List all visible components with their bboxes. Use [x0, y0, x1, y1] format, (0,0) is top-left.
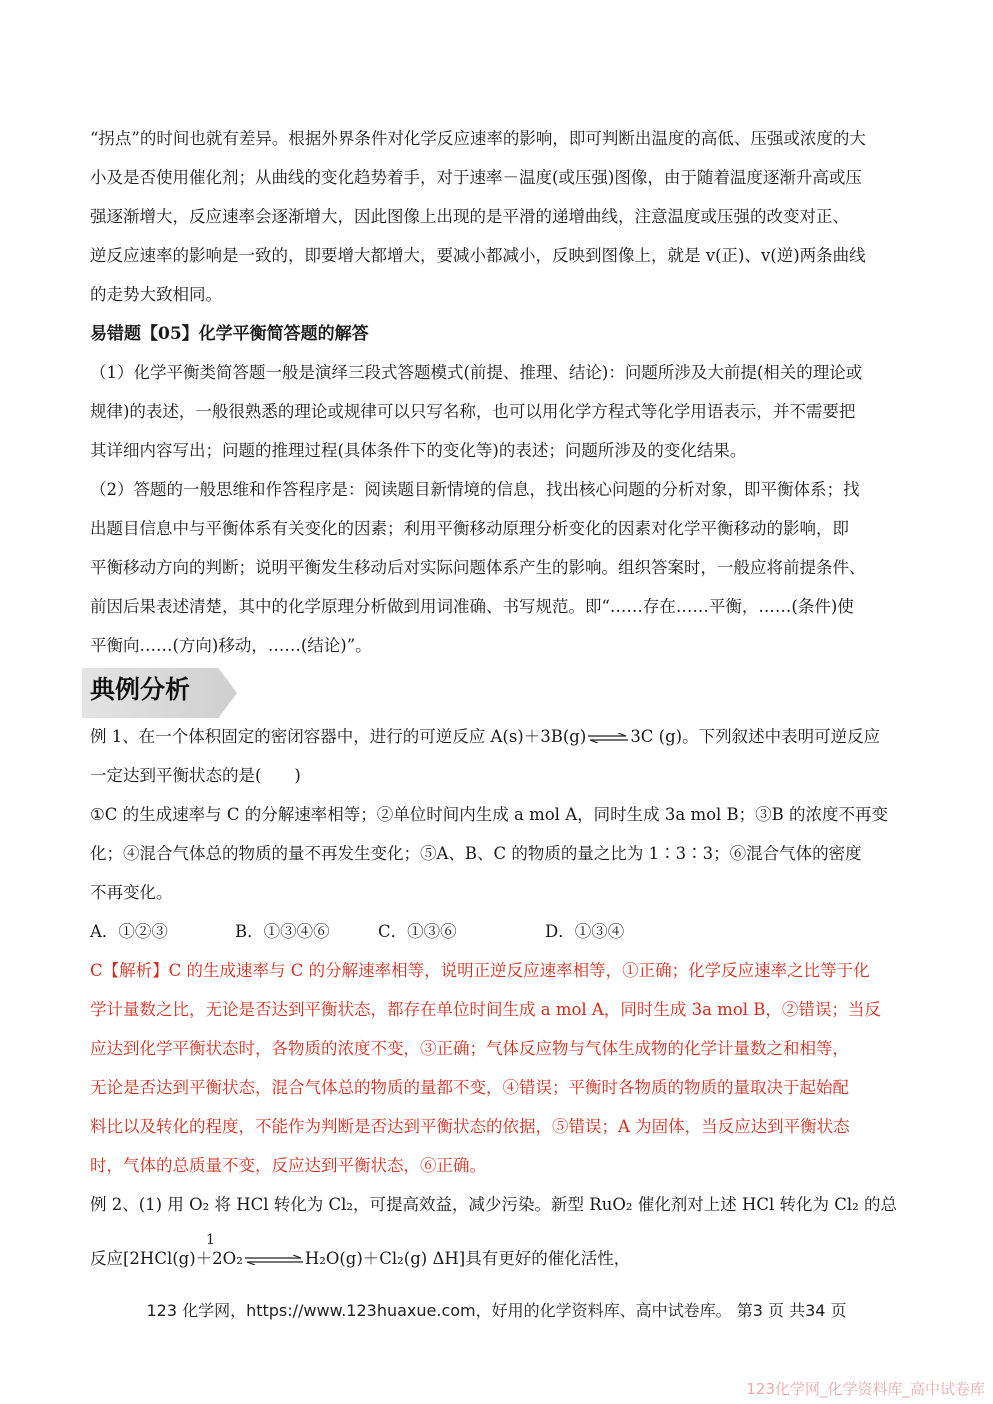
text-line: ①C 的生成速率与 C 的分解速率相等；②单位时间内生成 a mol A，同时生成 3a mol B；③B 的浓度不再变 — [90, 805, 889, 824]
option-a: A．①②③ — [90, 922, 168, 941]
text-line: 其详细内容写出；问题的推理过程(具体条件下的变化等)的表述；问题所涉及的变化结果。 — [90, 441, 747, 460]
example-2-text-c: H₂O(g)＋Cl₂(g) ΔH]具有更好的催化活性， — [304, 1249, 631, 1268]
text-line: 料比以及转化的程度，不能作为判断是否达到平衡状态的依据，⑤错误；A 为固体，当反应达到平衡状态 — [90, 1117, 850, 1136]
text-line: （2）答题的一般思维和作答程序是：阅读题目新情境的信息，找出核心问题的分析对象，即平衡体系；找 — [90, 480, 860, 499]
example-2-text-a: 反应[2HCl(g)＋ — [90, 1249, 213, 1268]
text-line: 出题目信息中与平衡体系有关变化的因素；利用平衡移动原理分析变化的因素对化学平衡移动的影响，即 — [90, 519, 849, 538]
text-line: 强逐渐增大，反应速率会逐渐增大，因此图像上出现的是平滑的递增曲线，注意温度或压强的改变对正、 — [90, 207, 849, 226]
example-1-line — [90, 725, 910, 749]
text-line: “拐点”的时间也就有差异。根据外界条件对化学反应速率的影响，即可判断出温度的高低、压强或浓度的大 — [90, 129, 866, 148]
text-line: 平衡移动方向的判断；说明平衡发生移动后对实际问题体系产生的影响。组织答案时，一般应将前提条件、 — [90, 558, 866, 577]
option-d: D．①③④ — [545, 922, 625, 941]
text-line: C【解析】C 的生成速率与 C 的分解速率相等，说明正逆反应速率相等，①正确；化学反应速率之比等于化 — [90, 961, 870, 980]
reversible-arrow-icon — [588, 733, 628, 743]
fraction-numerator: 1 — [206, 1232, 215, 1248]
text-line: 一定达到平衡状态的是( ) — [90, 766, 301, 785]
page-footer: 123 化学网，https://www.123huaxue.com，好用的化学资料库、高中试卷库。 第3 页 共34 页 — [146, 1301, 847, 1320]
text-line: 例 2、(1) 用 O₂ 将 HCl 转化为 Cl₂，可提高效益，减少污染。新型 RuO₂ 催化剂对上述 HCl 转化为 Cl₂ 的总 — [90, 1195, 898, 1214]
example-2-reaction-line — [90, 1247, 910, 1271]
option-b: B．①③④⑥ — [235, 922, 330, 941]
text-line: 不再变化。 — [90, 883, 173, 902]
section-title: 易错题【05】化学平衡简答题的解答 — [90, 324, 369, 344]
reversible-arrow-icon — [245, 1255, 303, 1265]
text-line: 规律)的表述，一般很熟悉的理论或规律可以只写名称，也可以用化学方程式等化学用语表示，并不需要把 — [90, 402, 856, 421]
text-line: 前因后果表述清楚，其中的化学原理分析做到用词准确、书写规范。即“……存在……平衡，……(条件)使 — [90, 597, 854, 616]
option-c: C．①③⑥ — [378, 922, 457, 941]
text-line: 逆反应速率的影响是一致的，即要增大都增大，要减小都减小，反映到图像上，就是 v(正)、v(逆)两条曲线 — [90, 246, 866, 265]
text-line: 的走势大致相同。 — [90, 285, 222, 304]
example-1-text-a: 例 1、在一个体积固定的密闭容器中，进行的可逆反应 A(s)＋3B(g) — [90, 727, 587, 746]
text-line: 时，气体的总质量不变，反应达到平衡状态，⑥正确。 — [90, 1156, 486, 1175]
example-1-text-b: 3C (g)。下列叙述中表明可逆反应 — [630, 727, 881, 746]
example-2-text-o2: 2O₂ — [212, 1249, 243, 1268]
text-line: 平衡向……(方向)移动，……(结论)”。 — [90, 636, 372, 655]
watermark: 123化学网_化学资料库_高中试卷库 — [746, 1380, 985, 1398]
text-line: 化；④混合气体总的物质的量不再发生变化；⑤A、B、C 的物质的量之比为 1∶3∶3；⑥混合气体的密度 — [90, 844, 862, 863]
text-line: （1）化学平衡类简答题一般是演绎三段式答题模式(前提、推理、结论)：问题所涉及大前提(相关的理论或 — [90, 363, 863, 382]
text-line: 学计量数之比，无论是否达到平衡状态，都存在单位时间生成 a mol A，同时生成 3a mol B，②错误；当反 — [90, 1000, 881, 1019]
text-line: 小及是否使用催化剂；从曲线的变化趋势着手，对于速率－温度(或压强)图像，由于随着温度逐渐升高或压 — [90, 168, 862, 187]
text-line: 无论是否达到平衡状态，混合气体总的物质的量都不变，④错误；平衡时各物质的物质的量取决于起始配 — [90, 1078, 849, 1097]
analysis-heading: 典例分析 — [90, 675, 191, 704]
text-line: 应达到化学平衡状态时，各物质的浓度不变，③正确；气体反应物与气体生成物的化学计量数之和相等， — [90, 1039, 849, 1058]
